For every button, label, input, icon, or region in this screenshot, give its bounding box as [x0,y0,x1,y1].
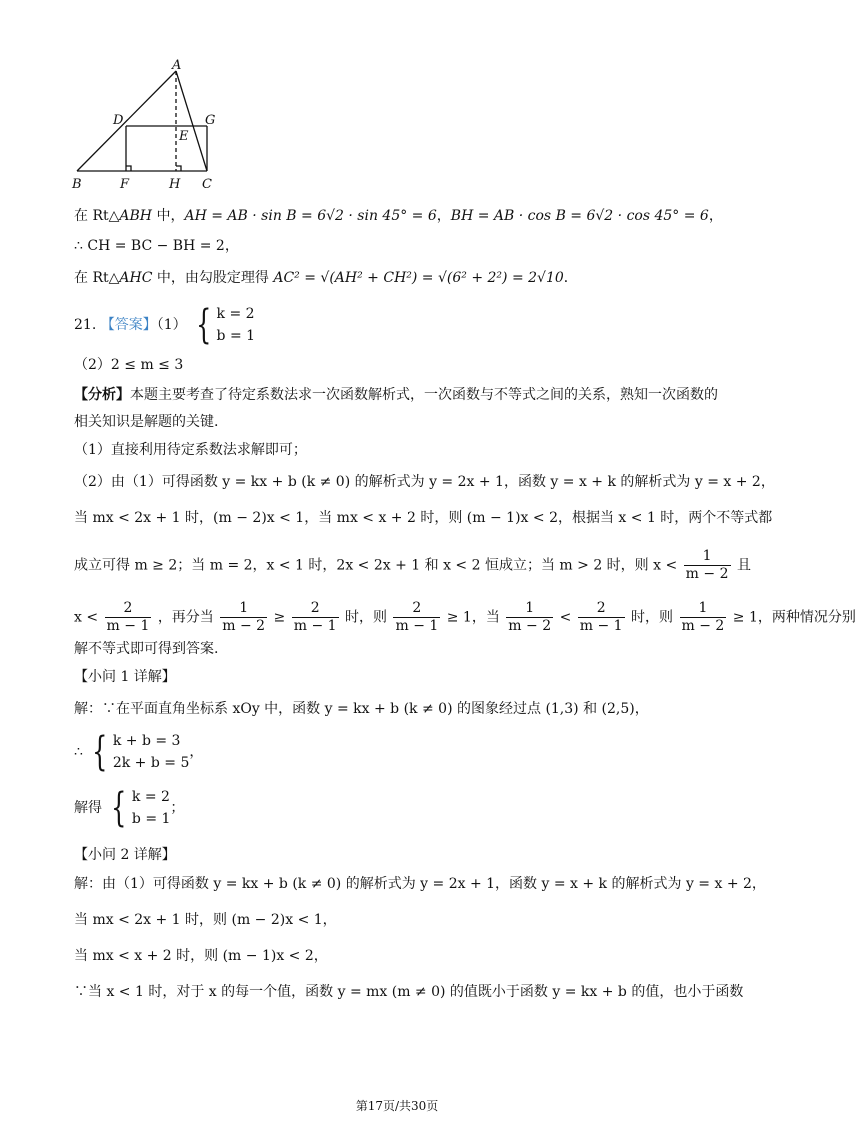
fraction: $\frac{2}{m - 1}$ [395,600,439,634]
fraction: $\frac{1}{m - 2}$ [685,548,729,582]
fraction: $\frac{1}{m - 2}$ [222,600,266,634]
fraction: $\frac{1}{m - 2}$ [508,600,552,634]
sub2-line-3: 当 mx < x + 2 时，则 (m − 1)x < 2， [74,948,328,964]
label-D: D [113,113,124,128]
sub-question-1-heading: 【小问 1 详解】 [74,669,176,685]
sub2-line-1: 解：由（1）可得函数 y = kx + b (k ≠ 0) 的解析式为 y = 2x + 1，函数 y = x + k 的解析式为 y = x + 2， [74,876,766,892]
label-B: B [72,177,82,192]
analysis-line-8: 解不等式即可得到答案. [74,641,219,657]
sub2-line-2: 当 mx < 2x + 1 时，则 (m − 2)x < 1， [74,912,337,928]
fraction: $\frac{2}{m - 1}$ [106,600,150,634]
fraction: $\frac{1}{m - 2}$ [681,600,725,634]
geometry-figure [66,58,236,193]
analysis-line-7: x < $\frac{2}{m - 1}$ ，再分当 $\frac{1}{m - 2}$ ≥ $\frac{2}{m - 1}$ 时，则 $\frac{2}{m - 1}$ ≥ 1，当 $\frac{1}{m - 2}$ < $\frac{2}{m - 1}$ 时，则 $\frac{1}{m - 2}$ ≥ 1，两种情况分别 [74,600,856,634]
answer-system: { k = 2 b = 1 [196,302,256,348]
sub1-solution: 解得 { k = 2 b = 1 ； [74,785,185,831]
text-line-3: 在 Rt△AHC 中，由勾股定理得 AC² = √(AH² + CH²) = √(6² + 2²) = 2√10． [74,270,578,286]
question-21-part2: （2）2 ≤ m ≤ 3 [74,357,184,373]
label-F: F [120,177,130,192]
analysis-line-3: （1）直接利用待定系数法求解即可； [74,442,307,458]
fraction: $\frac{2}{m - 1}$ [579,600,623,634]
text-line-2: ∴ CH = BC − BH = 2， [74,238,239,254]
label-H: H [169,177,181,192]
sub1-system: ∴ { k + b = 3 2k + b = 5 ， [74,729,204,775]
page-footer: 第17页/共30页 [355,1099,439,1113]
segment-AC [176,71,207,171]
label-E: E [179,129,189,144]
analysis-line-1: 【分析】本题主要考查了待定系数法求一次函数解析式，一次函数与不等式之间的关系，熟知一次函数的 [74,387,718,403]
text-line-1: 在 Rt△ABH 中，AH = AB · sin B = 6√2 · sin 45° = 6，BH = AB · cos B = 6√2 · cos 45° = 6， [74,208,723,224]
label-G: G [205,113,216,128]
label-A: A [172,58,182,73]
analysis-line-6: 成立可得 m ≥ 2；当 m = 2，x < 1 时，2x < 2x + 1 和 x < 2 恒成立；当 m > 2 时，则 x < $\frac{1}{m - 2}$ 且 [74,548,751,582]
right-angle-F [126,166,131,171]
sub2-line-4: ∵当 x < 1 时，对于 x 的每一个值，函数 y = mx (m ≠ 0) 的值既小于函数 y = kx + b 的值，也小于函数 [74,984,744,1000]
right-angle-H [176,166,181,171]
label-C: C [202,177,212,192]
analysis-line-5: 当 mx < 2x + 1 时，(m − 2)x < 1，当 mx < x + 2 时，则 (m − 1)x < 2，根据当 x < 1 时，两个不等式都 [74,510,773,526]
sub1-line-1: 解：∵在平面直角坐标系 xOy 中，函数 y = kx + b (k ≠ 0) 的图象经过点 (1,3) 和 (2,5)， [74,701,649,717]
analysis-line-2: 相关知识是解题的关键. [74,414,219,430]
sub-question-2-heading: 【小问 2 详解】 [74,847,176,863]
analysis-line-4: （2）由（1）可得函数 y = kx + b (k ≠ 0) 的解析式为 y = 2x + 1，函数 y = x + k 的解析式为 y = x + 2， [74,474,775,490]
question-21-answer: 21. 【答案】（1） { k = 2 b = 1 [74,302,256,348]
fraction: $\frac{2}{m - 1}$ [293,600,337,634]
answer-tag: 【答案】 [100,317,157,333]
